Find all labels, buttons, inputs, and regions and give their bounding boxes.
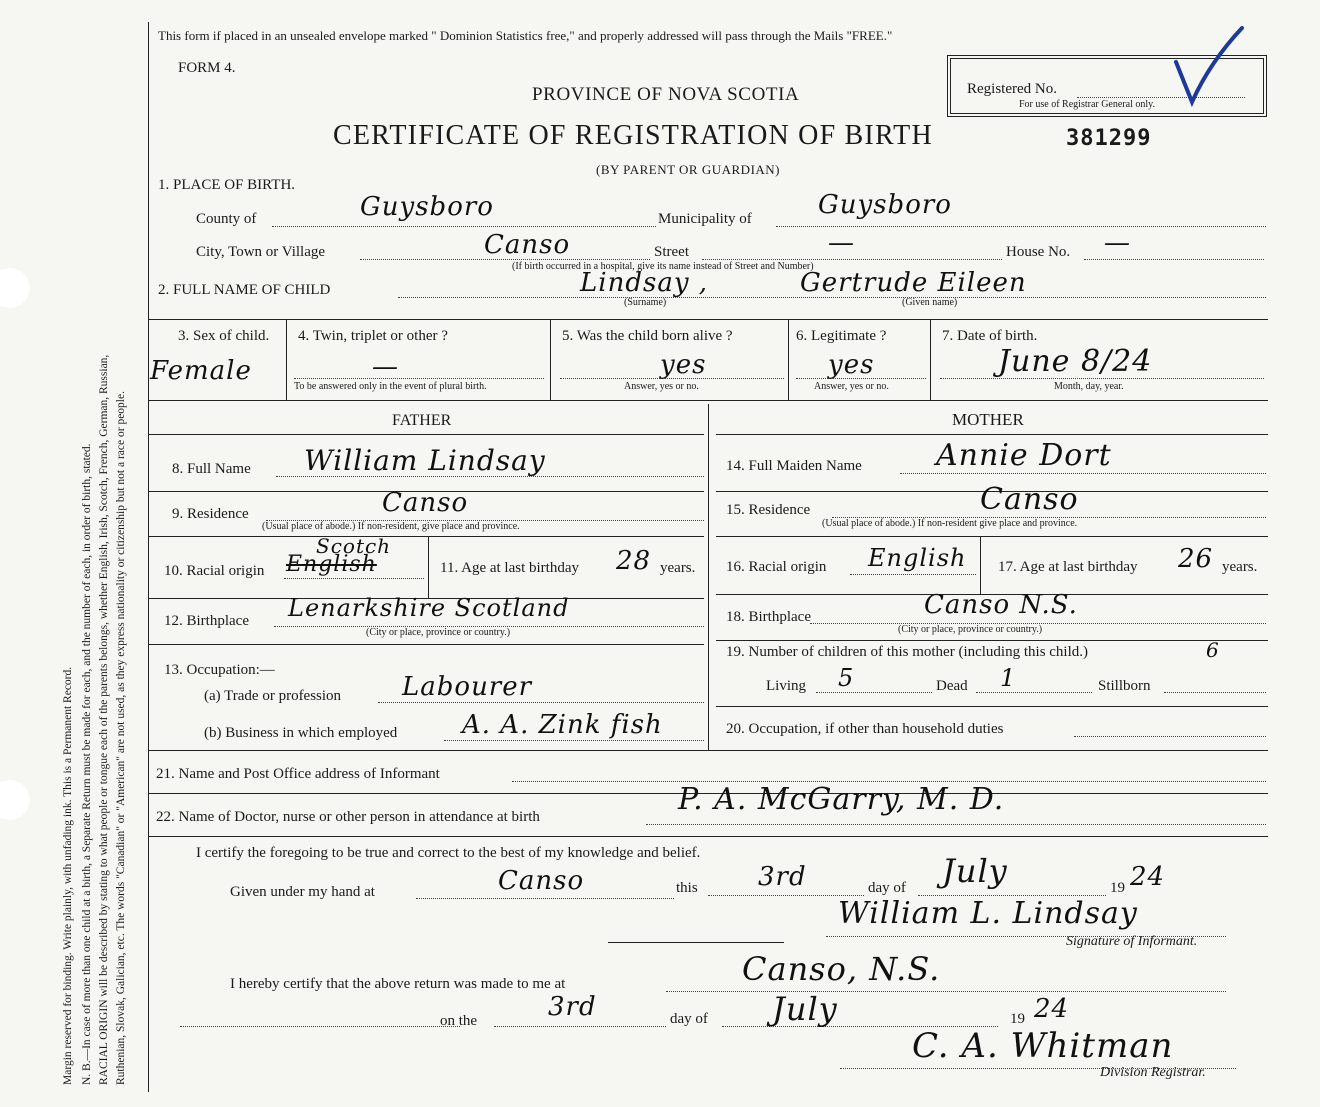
dob-label: 7. Date of birth. — [942, 328, 1038, 344]
municipality-value: Guysboro — [818, 190, 952, 220]
stillborn-line — [1164, 692, 1266, 693]
father-age: 28 — [616, 546, 652, 576]
registrar-year: 24 — [1034, 994, 1070, 1024]
child-name-label: 2. FULL NAME OF CHILD — [158, 282, 331, 298]
place-of-birth-label: 1. PLACE OF BIRTH. — [158, 177, 296, 193]
child-surname: Lindsay , — [580, 268, 709, 298]
dob-line — [940, 378, 1264, 379]
child-given-name: Gertrude Eileen — [800, 268, 1027, 298]
father-years: years. — [660, 560, 696, 576]
certify-month: July — [942, 852, 1008, 890]
living-value: 5 — [838, 664, 855, 692]
municipality-line — [776, 226, 1266, 227]
street-line — [702, 259, 1002, 260]
mother-birthplace-label: 18. Birthplace — [726, 609, 811, 625]
mother-residence-note: (Usual place of abode.) If non-resident give place and province. — [822, 518, 1078, 529]
legit-line — [796, 378, 926, 379]
father-trade: Labourer — [402, 672, 533, 702]
this-label: this — [676, 880, 698, 896]
legit-note: Answer, yes or no. — [814, 381, 889, 392]
mother-name-label: 14. Full Maiden Name — [726, 458, 862, 474]
father-business: A. A. Zink fish — [462, 710, 663, 740]
father-residence-note: (Usual place of abode.) If non-resident, give place and province. — [262, 521, 520, 532]
registrar-place: Canso, N.S. — [742, 950, 941, 988]
father-racial-correction: Scotch — [316, 534, 392, 558]
registrar-day-of-label: day of — [670, 1011, 708, 1027]
margin-line-4: Ruthenian, Slovak, Galician, etc. The words "Canadian" or "American" are not used, as they express nationality or citizenship but not a race or people. — [115, 391, 127, 1085]
father-residence-label: 9. Residence — [172, 506, 249, 522]
certify-year: 24 — [1130, 862, 1166, 892]
row3-bottom — [148, 400, 1268, 401]
certify-day-of-label: day of — [868, 880, 906, 896]
dead-value: 1 — [1000, 664, 1017, 692]
father-residence: Canso — [382, 488, 469, 518]
province-heading: PROVINCE OF NOVA SCOTIA — [532, 84, 800, 105]
certify-text: I certify the foregoing to be true and correct to the best of my knowledge and belief. — [196, 845, 701, 861]
on-the-label: on the — [440, 1013, 478, 1029]
father-birthplace-note: (City or place, province or country.) — [366, 627, 511, 638]
given-place-line — [416, 898, 674, 899]
father-business-line — [444, 740, 704, 741]
street-label: Street — [654, 244, 689, 260]
municipality-label: Municipality of — [658, 211, 752, 227]
mother-heading: MOTHER — [952, 410, 1024, 429]
registrar-day-line — [494, 1026, 666, 1027]
doctor-label: 22. Name of Doctor, nurse or other person in attendance at birth — [156, 809, 540, 825]
row3-top — [148, 319, 1268, 320]
father-racial: English — [286, 552, 377, 577]
hospital-note: (If birth occurred in a hospital, give its name instead of Street and Number) — [512, 261, 814, 272]
form-left-border — [148, 22, 149, 1092]
legit-label: 6. Legitimate ? — [796, 328, 887, 344]
father-heading: FATHER — [392, 412, 452, 429]
stillborn-label: Stillborn — [1098, 678, 1151, 694]
mother-years: years. — [1222, 559, 1258, 575]
living-label: Living — [766, 678, 806, 694]
father-birthplace: Lenarkshire Scotland — [288, 594, 570, 622]
registrar-text: I hereby certify that the above return was made to me at — [230, 976, 566, 992]
dead-label: Dead — [936, 678, 968, 694]
children-label: 19. Number of children of this mother (including this child.) — [726, 644, 1089, 660]
registrar-leading-line — [180, 1026, 460, 1027]
alive-note: Answer, yes or no. — [624, 381, 699, 392]
city-label: City, Town or Village — [196, 244, 326, 260]
father-birthplace-label: 12. Birthplace — [164, 613, 249, 629]
alive-label: 5. Was the child born alive ? — [562, 328, 733, 344]
mother-name: Annie Dort — [936, 438, 1112, 473]
certify-year-prefix: 19 — [1110, 880, 1125, 896]
alive-value: yes — [660, 350, 707, 380]
father-name: William Lindsay — [304, 444, 546, 477]
father-racial-line — [284, 578, 424, 579]
mother-birthplace-note: (City or place, province or country.) — [898, 624, 1043, 635]
registrar-use-note: For use of Registrar General only. — [1019, 99, 1155, 110]
dob-value: June 8/24 — [998, 344, 1153, 379]
registrar-place-line — [666, 991, 1226, 992]
mother-age: 26 — [1178, 544, 1214, 574]
mother-name-line — [900, 473, 1266, 474]
doctor-line — [646, 824, 1266, 825]
mother-heading-line — [716, 434, 1268, 435]
informant-signature: William L. Lindsay — [838, 896, 1138, 931]
form-number: FORM 4. — [178, 60, 236, 76]
sex-label: 3. Sex of child. — [178, 328, 270, 344]
father-racial-div — [428, 536, 429, 598]
separator-short — [608, 942, 784, 943]
mother-residence-label: 15. Residence — [726, 502, 811, 518]
father-row12-bottom — [148, 644, 704, 645]
margin-line-3: RACIAL ORIGIN will be described by stating to what people or tongue each of the parents belongs, whether English, Irish, Scotch, French, German, Russian, — [98, 354, 110, 1085]
mother-racial-line — [850, 574, 976, 575]
mother-row15-bottom — [716, 536, 1268, 537]
alive-line — [560, 378, 784, 379]
county-value: Guysboro — [360, 192, 494, 222]
given-note: (Given name) — [902, 297, 958, 308]
county-line — [272, 226, 656, 227]
dead-line — [976, 692, 1092, 693]
twin-value: — — [372, 352, 399, 382]
page-title: CERTIFICATE OF REGISTRATION OF BIRTH — [333, 120, 933, 151]
registrar-day: 3rd — [548, 992, 597, 1022]
father-business-label: (b) Business in which employed — [204, 725, 398, 741]
registrar-month: July — [772, 990, 838, 1028]
father-trade-line — [378, 702, 704, 703]
margin-notes — [4, 25, 144, 1085]
surname-note: (Surname) — [624, 297, 667, 308]
father-occupation-label: 13. Occupation:— — [164, 662, 275, 678]
father-row9-bottom — [148, 536, 704, 537]
mother-residence: Canso — [980, 482, 1079, 517]
mother-row19-bottom — [716, 706, 1268, 707]
house-value: — — [1104, 228, 1131, 258]
father-age-label: 11. Age at last birthday — [440, 560, 579, 576]
city-value: Canso — [484, 230, 571, 260]
registrar-year-prefix: 19 — [1010, 1011, 1025, 1027]
twin-label: 4. Twin, triplet or other ? — [298, 328, 448, 344]
cert-number: 381299 — [1066, 126, 1152, 151]
father-name-label: 8. Full Name — [172, 461, 251, 477]
informant-signature-label: Signature of Informant. — [1066, 934, 1198, 949]
mother-age-label: 17. Age at last birthday — [998, 559, 1138, 575]
registered-label: Registered No. — [967, 81, 1057, 97]
margin-line-1: Margin reserved for binding. Write plainly, with unfading ink. This is a Permanent Record. — [62, 666, 74, 1085]
parents-divider — [708, 404, 709, 750]
twin-note: To be answered only in the event of plural birth. — [294, 381, 487, 392]
doctor-name: P. A. McGarry, M. D. — [678, 782, 1005, 817]
mother-racial-div — [980, 536, 981, 594]
parents-bottom — [148, 750, 1268, 751]
county-label: County of — [196, 211, 257, 227]
row3-div3 — [788, 319, 789, 400]
mail-note: This form if placed in an unsealed envelope marked " Dominion Statistics free," and properly addressed will pass through the Mails "FREE." — [158, 28, 893, 43]
row3-div1 — [286, 319, 287, 400]
margin-line-2: N. B.—In case of more than one child at a birth, a Separate Return must be made for each, and the number of each, in order of birth, stated. — [81, 443, 93, 1085]
subtitle: (BY PARENT OR GUARDIAN) — [596, 162, 781, 177]
sex-value: Female — [150, 356, 252, 386]
father-trade-label: (a) Trade or profession — [204, 688, 342, 704]
mother-racial: English — [868, 544, 967, 572]
dob-note: Month, day, year. — [1054, 381, 1124, 392]
check-mark-icon — [1170, 22, 1250, 112]
house-label: House No. — [1006, 244, 1071, 260]
mother-row18-bottom — [716, 640, 1268, 641]
street-value: — — [828, 228, 855, 258]
row3-div2 — [550, 319, 551, 400]
row22-bottom — [148, 836, 1268, 837]
father-heading-line — [148, 434, 704, 435]
mother-occupation-label: 20. Occupation, if other than household duties — [726, 721, 1004, 737]
given-label: Given under my hand at — [230, 884, 375, 900]
mother-racial-label: 16. Racial origin — [726, 559, 827, 575]
legit-value: yes — [828, 350, 875, 380]
house-line — [1084, 259, 1264, 260]
certify-day: 3rd — [758, 862, 807, 892]
living-line — [816, 692, 932, 693]
informant-label: 21. Name and Post Office address of Informant — [156, 766, 440, 782]
registrar-signature-label: Division Registrar. — [1100, 1065, 1206, 1080]
row3-div4 — [930, 319, 931, 400]
mother-occupation-line — [1074, 736, 1266, 737]
father-racial-label: 10. Racial origin — [164, 563, 265, 579]
twin-line — [294, 378, 544, 379]
registrar-signature: C. A. Whitman — [912, 1026, 1174, 1066]
children-value: 6 — [1206, 638, 1220, 662]
given-place: Canso — [498, 866, 585, 896]
mother-birthplace: Canso N.S. — [924, 590, 1078, 620]
